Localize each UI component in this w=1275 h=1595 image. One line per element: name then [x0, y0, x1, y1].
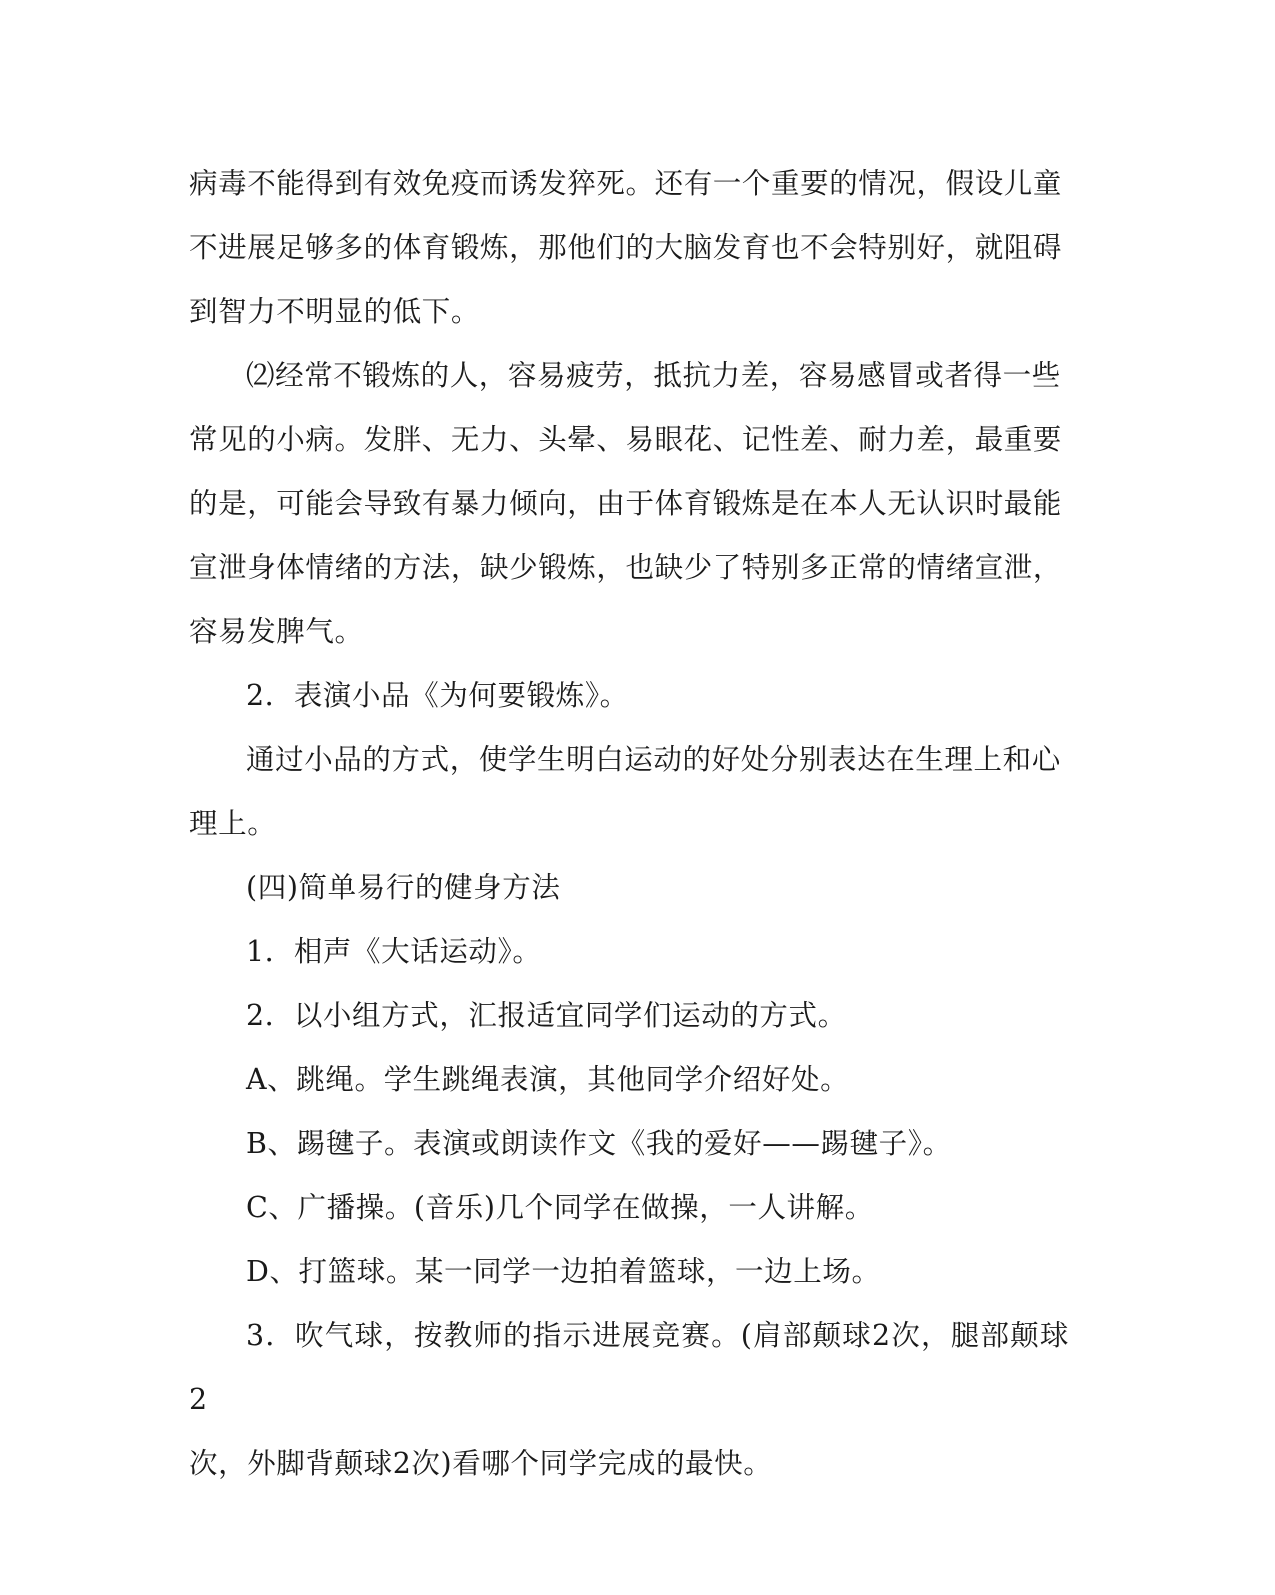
text-line: 容易发脾气。	[189, 615, 364, 648]
text-line: 常见的小病。发胖、无力、头晕、易眼花、记性差、耐力差，最重要	[189, 423, 1063, 456]
paragraph	[189, 344, 1069, 664]
text-line: 通过小品的方式，使学生明白运动的好处分别表达在生理上和心	[246, 743, 1061, 776]
text-line: 不进展足够多的体育锻炼，那他们的大脑发育也不会特别好，就阻碍	[189, 231, 1063, 264]
text-line: 宣泄身体情绪的方法，缺少锻炼，也缺少了特别多正常的情绪宣泄，	[189, 551, 1063, 584]
paragraph	[189, 664, 1069, 728]
text-line: 2．表演小品《为何要锻炼》。	[246, 679, 629, 712]
text-line: D、打篮球。某一同学一边拍着篮球，一边上场。	[246, 1255, 881, 1288]
text-line: 3．吹气球，按教师的指示进展竞赛。(肩部颠球2次，腿部颠球2	[189, 1319, 1069, 1416]
paragraph	[189, 728, 1069, 856]
text-line: A、跳绳。学生跳绳表演，其他同学介绍好处。	[246, 1063, 850, 1096]
paragraph	[189, 1048, 1069, 1112]
paragraph	[189, 984, 1069, 1048]
paragraph	[189, 1112, 1069, 1176]
document-body	[189, 152, 1069, 1496]
text-line: B、踢毽子。表演或朗读作文《我的爱好——踢毽子》。	[246, 1127, 952, 1160]
paragraph	[189, 856, 1069, 920]
text-line: 1．相声《大话运动》。	[246, 935, 542, 968]
paragraph	[189, 1304, 1069, 1496]
text-line: C、广播操。(音乐)几个同学在做操，一人讲解。	[246, 1191, 874, 1224]
text-line: 病毒不能得到有效免疫而诱发猝死。还有一个重要的情况，假设儿童	[189, 167, 1063, 200]
text-line: (四)简单易行的健身方法	[246, 871, 561, 904]
text-line: 次，外脚背颠球2次)看哪个同学完成的最快。	[189, 1447, 773, 1480]
paragraph	[189, 920, 1069, 984]
text-line: 的是，可能会导致有暴力倾向，由于体育锻炼是在本人无认识时最能	[189, 487, 1063, 520]
paragraph	[189, 1176, 1069, 1240]
paragraph	[189, 1240, 1069, 1304]
text-line: 到智力不明显的低下。	[189, 295, 481, 328]
text-line: 理上。	[189, 807, 277, 840]
text-line: ⑵经常不锻炼的人，容易疲劳，抵抗力差，容易感冒或者得一些	[246, 359, 1061, 392]
paragraph	[189, 152, 1069, 344]
text-line: 2．以小组方式，汇报适宜同学们运动的方式。	[246, 999, 847, 1032]
